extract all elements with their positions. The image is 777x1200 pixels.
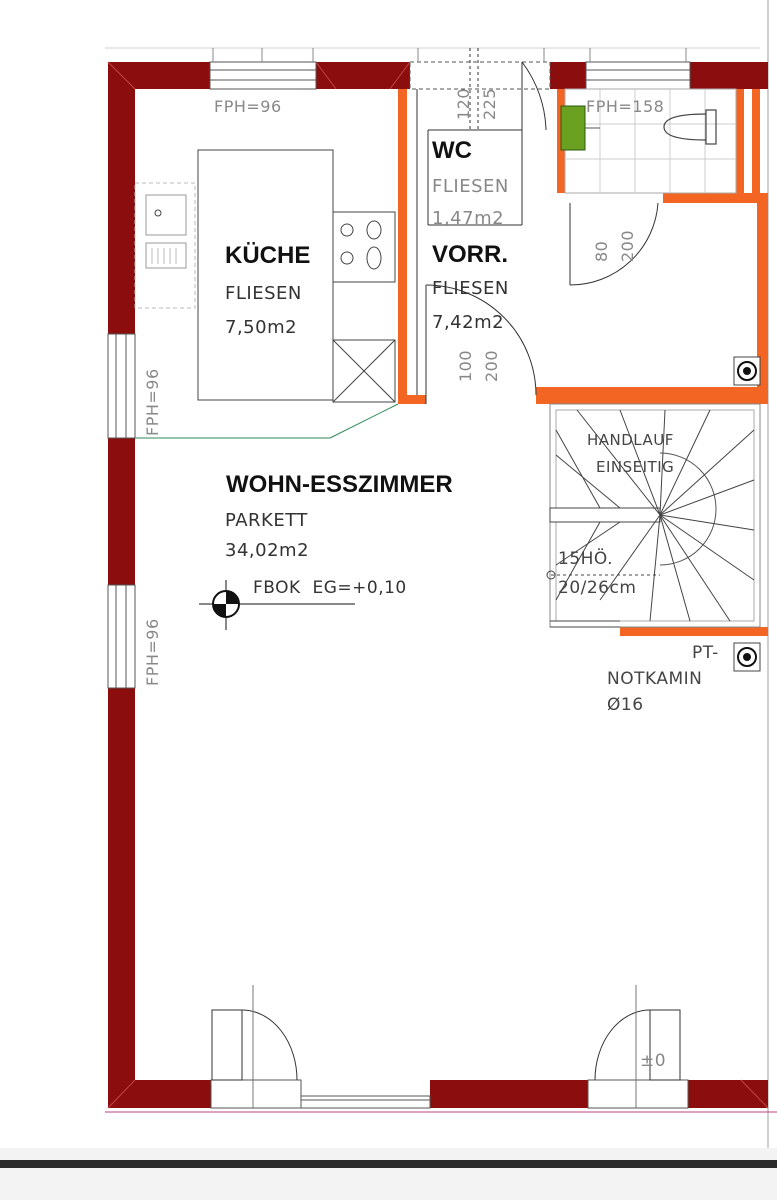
stair-handrail-label-1: HANDLAUF [587, 431, 674, 449]
window-bottom-sill [301, 1096, 430, 1108]
outer-wall-segment [316, 62, 410, 89]
room-area-wohn: 34,02m2 [225, 540, 310, 561]
room-area-wc: 1,47m2 [432, 208, 505, 229]
fph-bath-label: FPH=158 [586, 97, 665, 116]
fph-left-label-1: FPH=96 [143, 368, 162, 436]
outer-wall-segment [108, 438, 135, 585]
washbasin [561, 106, 585, 150]
room-name-kueche: KÜCHE [225, 242, 311, 269]
wc-door-height: 225 [480, 87, 499, 120]
chimney-label-2: NOTKAMIN [607, 669, 703, 689]
door-bottom-left-frame [211, 1080, 301, 1108]
inner-wall-bath-bottom [663, 193, 768, 203]
stair-handrail [550, 508, 660, 522]
window-left-1 [108, 334, 135, 438]
inner-wall-wc-left [398, 89, 407, 404]
room-floor-wohn: PARKETT [225, 510, 308, 531]
inner-wall-segment [398, 395, 426, 404]
outer-wall-segment [550, 62, 586, 89]
outer-wall-segment [108, 62, 135, 334]
inner-wall-stair-bottom [620, 627, 768, 636]
wc-door-width: 120 [454, 87, 473, 120]
window-top-kitchen [210, 62, 316, 89]
room-name-wc: WC [432, 137, 472, 164]
outer-wall-segment [430, 1080, 588, 1108]
chimney-label-3: Ø16 [607, 695, 644, 715]
room-area-vorr: 7,42m2 [432, 312, 505, 333]
door-bottom-right-frame [588, 1080, 688, 1108]
vorr-door-width: 100 [456, 349, 475, 382]
bath-door-height: 200 [618, 229, 637, 262]
fph-top-label: FPH=96 [214, 97, 282, 116]
bath-door-width: 80 [592, 240, 611, 262]
stair-handrail-label-2: EINSEITIG [596, 458, 675, 476]
stair-count-label: 15HÖ. [558, 549, 614, 569]
inner-wall-stair-top [536, 387, 768, 404]
room-floor-vorr: FLIESEN [432, 278, 509, 299]
bottom-bar [0, 1160, 777, 1168]
fph-left-label-2: FPH=96 [143, 618, 162, 686]
bottom-level-mark: ±0 [640, 1051, 667, 1071]
outer-wall-segment [108, 62, 210, 89]
stair-size-label: 20/26cm [558, 578, 637, 598]
room-name-wohn: WOHN-ESSZIMMER [226, 471, 453, 498]
room-area-kueche: 7,50m2 [225, 317, 298, 338]
chimney-label-1: PT- [692, 643, 719, 663]
window-left-2 [108, 585, 135, 688]
inner-wall-shaft [752, 89, 760, 193]
outer-wall-segment [108, 1080, 211, 1108]
room-floor-wc: FLIESEN [432, 176, 509, 197]
outer-wall-segment [108, 688, 135, 1108]
outer-wall-segment [688, 1080, 768, 1108]
room-name-vorr: VORR. [432, 241, 509, 268]
inner-wall-bath-right [736, 89, 744, 193]
room-floor-kueche: FLIESEN [225, 283, 302, 304]
fbok-level-label: FBOK EG=+0,10 [253, 578, 407, 598]
vorr-door-height: 200 [482, 349, 501, 382]
window-top-bath [586, 62, 690, 89]
outer-wall-segment [690, 62, 768, 89]
